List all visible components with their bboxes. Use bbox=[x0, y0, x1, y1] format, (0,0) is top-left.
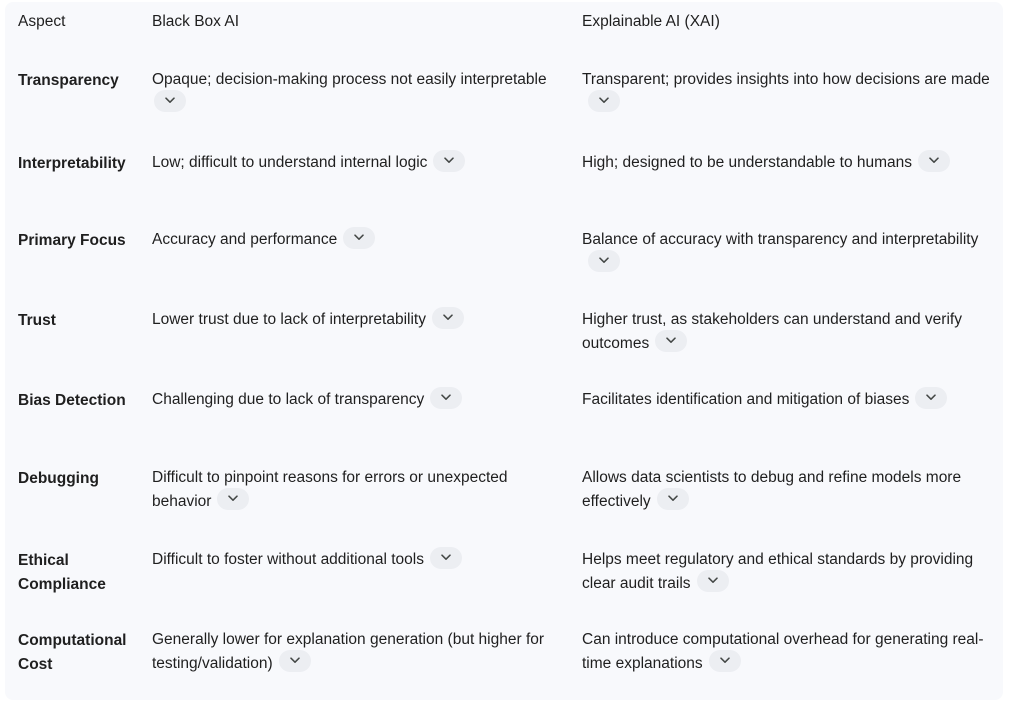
chevron-down-icon bbox=[290, 657, 300, 664]
cell-text: Balance of accuracy with transparency and interpretability bbox=[582, 231, 979, 248]
row-xai-cell bbox=[569, 142, 1003, 219]
row-black-box-cell bbox=[139, 219, 569, 299]
row-aspect: Primary Focus bbox=[18, 232, 126, 249]
source-chip-chevron-button[interactable] bbox=[918, 150, 950, 172]
row-aspect: Debugging bbox=[18, 470, 99, 487]
cell-text: Transparent; provides insights into how decisions are made bbox=[582, 71, 990, 88]
cell-text: Difficult to pinpoint reasons for errors or unexpected behavior bbox=[152, 469, 508, 510]
chevron-down-icon bbox=[720, 657, 730, 664]
chevron-down-icon bbox=[441, 554, 451, 561]
cell-text: Accuracy and performance bbox=[152, 231, 338, 248]
header-aspect: Aspect bbox=[18, 13, 66, 30]
row-aspect: Trust bbox=[18, 312, 56, 329]
header-black-box-ai: Black Box AI bbox=[152, 13, 240, 30]
row-black-box-cell bbox=[139, 299, 569, 379]
cell-text: Generally lower for explanation generation (but higher for testing/validation) bbox=[152, 631, 545, 672]
header-explainable-ai: Explainable AI (XAI) bbox=[582, 13, 720, 30]
chevron-down-icon bbox=[165, 97, 175, 104]
chevron-down-icon bbox=[599, 97, 609, 104]
row-xai-cell bbox=[569, 219, 1003, 299]
source-chip-chevron-button[interactable] bbox=[709, 650, 741, 672]
row-aspect: Ethical Compliance bbox=[18, 552, 106, 593]
chevron-down-icon bbox=[443, 314, 453, 321]
chevron-down-icon bbox=[354, 234, 364, 241]
row-black-box-cell bbox=[139, 379, 569, 457]
table-row bbox=[5, 299, 1003, 379]
row-xai-cell bbox=[569, 59, 1003, 142]
table-row bbox=[5, 457, 1003, 539]
source-chip-chevron-button[interactable] bbox=[279, 650, 311, 672]
row-black-box-cell bbox=[139, 539, 569, 619]
row-aspect: Computational Cost bbox=[18, 632, 127, 673]
cell-text: Allows data scientists to debug and refine models more effectively bbox=[582, 469, 962, 510]
source-chip-chevron-button[interactable] bbox=[217, 488, 249, 510]
comparison-table bbox=[5, 2, 1003, 699]
cell-text: Lower trust due to lack of interpretability bbox=[152, 311, 426, 328]
source-chip-chevron-button[interactable] bbox=[433, 150, 465, 172]
cell-text: Opaque; decision-making process not easily interpretable bbox=[152, 71, 547, 88]
source-chip-chevron-button[interactable] bbox=[588, 90, 620, 112]
row-xai-cell bbox=[569, 539, 1003, 619]
source-chip-chevron-button[interactable] bbox=[655, 330, 687, 352]
chevron-down-icon bbox=[441, 394, 451, 401]
cell-text: Facilitates identification and mitigation of biases bbox=[582, 391, 910, 408]
chevron-down-icon bbox=[929, 157, 939, 164]
table-row bbox=[5, 219, 1003, 299]
cell-text: Challenging due to lack of transparency bbox=[152, 391, 425, 408]
row-xai-cell bbox=[569, 299, 1003, 379]
source-chip-chevron-button[interactable] bbox=[697, 570, 729, 592]
chevron-down-icon bbox=[444, 157, 454, 164]
source-chip-chevron-button[interactable] bbox=[343, 227, 375, 249]
source-chip-chevron-button[interactable] bbox=[657, 488, 689, 510]
source-chip-chevron-button[interactable] bbox=[154, 90, 186, 112]
chevron-down-icon bbox=[668, 495, 678, 502]
row-xai-cell bbox=[569, 457, 1003, 539]
chevron-down-icon bbox=[666, 337, 676, 344]
row-black-box-cell bbox=[139, 59, 569, 142]
comparison-table-panel bbox=[5, 2, 1003, 700]
row-aspect: Transparency bbox=[18, 72, 119, 89]
cell-text: Helps meet regulatory and ethical standards by providing clear audit trails bbox=[582, 551, 974, 592]
chevron-down-icon bbox=[708, 577, 718, 584]
cell-text: Difficult to foster without additional tools bbox=[152, 551, 424, 568]
source-chip-chevron-button[interactable] bbox=[430, 387, 462, 409]
table-row bbox=[5, 619, 1003, 699]
source-chip-chevron-button[interactable] bbox=[430, 547, 462, 569]
source-chip-chevron-button[interactable] bbox=[915, 387, 947, 409]
table-header-row bbox=[5, 2, 1003, 59]
chevron-down-icon bbox=[926, 394, 936, 401]
row-aspect: Bias Detection bbox=[18, 392, 126, 409]
table-row bbox=[5, 59, 1003, 142]
table-row bbox=[5, 539, 1003, 619]
row-aspect: Interpretability bbox=[18, 155, 126, 172]
row-xai-cell bbox=[569, 619, 1003, 699]
chevron-down-icon bbox=[599, 257, 609, 264]
cell-text: High; designed to be understandable to humans bbox=[582, 154, 913, 171]
table-row bbox=[5, 142, 1003, 219]
row-black-box-cell bbox=[139, 619, 569, 699]
source-chip-chevron-button[interactable] bbox=[432, 307, 464, 329]
row-black-box-cell bbox=[139, 142, 569, 219]
row-xai-cell bbox=[569, 379, 1003, 457]
cell-text: Can introduce computational overhead for generating real-time explanations bbox=[582, 631, 984, 672]
cell-text: Higher trust, as stakeholders can understand and verify outcomes bbox=[582, 311, 962, 352]
cell-text: Low; difficult to understand internal logic bbox=[152, 154, 428, 171]
table-row bbox=[5, 379, 1003, 457]
row-black-box-cell bbox=[139, 457, 569, 539]
chevron-down-icon bbox=[228, 495, 238, 502]
source-chip-chevron-button[interactable] bbox=[588, 250, 620, 272]
